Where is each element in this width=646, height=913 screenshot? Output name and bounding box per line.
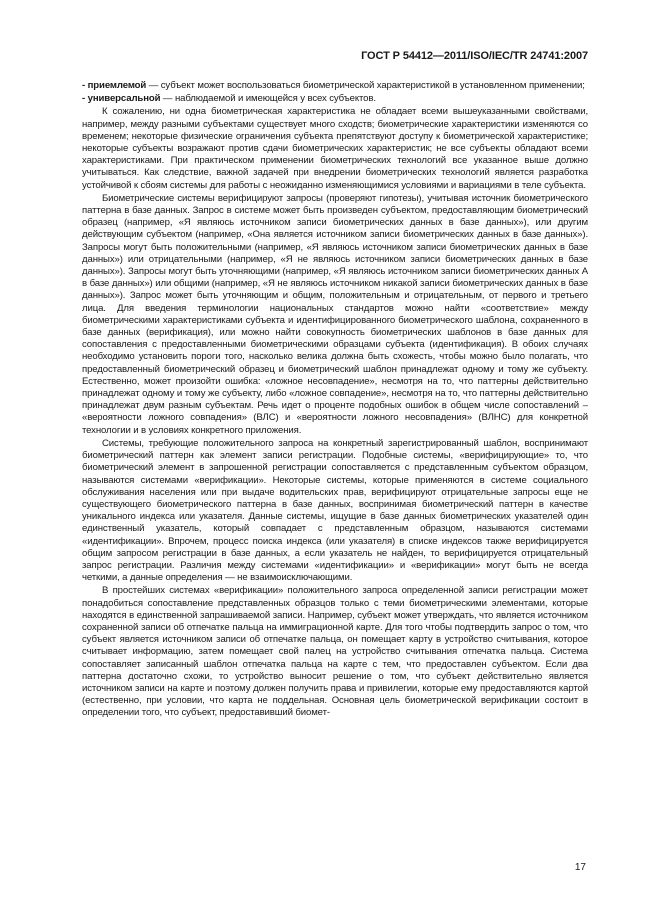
paragraph: Системы, требующие положительного запроса на конкретный зарегистрированный шаблон, воспринимают биометрический паттерн как элемент записи регистрации. Подобные системы, «верифицирующие» то, что биометрический элемент в запрошенной регистрации сопоставляется с представленным субъектом образцом, называются системами «верификации». Некоторые системы, которые применяются в системе социального обслуживания населения или при выдаче водительских прав, верифицируют отрицательные запросы еще не существующего биометрического паттерна в базе данных, воспринимая биометрический паттерн в качестве уникального индекса или указателя. Данные системы, ищущие в базе данных биометрических указателей один единственный указатель, который совпадает с представленным образцом, называются системами «идентификации». Впрочем, процесс поиска индекса (или указателя) в списке индексов также верифицируется общим запросом регистрации в базе данных, а если указатель не найден, то верифицируется отрицательный запрос регистрации. Различия между системами «идентификации» и «верификации» могут быть не всегда четкими, а данные определения — не взаимоисключающими. bbox=[82, 437, 588, 584]
paragraph: К сожалению, ни одна биометрическая характеристика не обладает всеми вышеуказанными свойствами, например, между разными субъектами существует много сходств; биометрические характеристики изменяются со временем; некоторые физические ограничения субъекта препятствуют доступу к биометрической характеристике; некоторые субъекты возражают против сдачи биометрических характеристик; не все субъекты обладают всеми характеристиками. При практическом применении биометрических технологий все указанное выше должно учитываться. Как следствие, важной задачей при внедрении биометрических технологий является разработка устойчивой к сбоям системы для работы с неожиданно изменяющимися условиями и вариациями в теле субъекта. bbox=[82, 106, 588, 191]
standard-header: ГОСТ Р 54412—2011/ISO/IEC/TR 24741:2007 bbox=[361, 50, 588, 62]
definition-term: - универсальной bbox=[82, 93, 161, 105]
paragraph: Биометрические системы верифицируют запросы (проверяют гипотезы), учитывая источник биометрического паттерна в базе данных. Запрос в системе может быть произведен субъектом, предоставляющим биометрический образец (например, «Я являюсь источником записи биометрических данных в базе данных»), или другим действующим субъектом (например, «Она является источником записи биометрических данных в базе данных»). Запросы могут быть положительными (например, «Я являюсь источником записи биометрических данных в базе данных») или отрицательными (например, «Я не являюсь источником записи биометрических данных в базе данных»). Запросы могут быть уточняющими (например, «Я являюсь источником записи биометрических данных A в базе данных») или общими (например, «Я не являюсь источником никакой записи биометрических данных в базе данных»). Запрос может быть уточняющим и общим, положительным и отрицательным, от первого и третьего лица. Для введения терминологии национальных стандартов можно найти «соответствие» между биометрическими характеристиками субъекта и идентифицированного биометрического шаблона, сохраненного в базе данных (верификация), или можно найти совокупность биометрических шаблонов в базе данных для сопоставления с предоставленными биометрическими образцами субъекта (идентификация). В обоих случаях необходимо установить пороги того, насколько велика должна быть схожесть, чтобы можно было полагать, что предоставленный биометрический образец и биометрический шаблон принадлежат одному и тому же субъекту. Естественно, может произойти ошибка: «ложное несовпадение», несмотря на то, что паттерны действительно принадлежат одному и тому же субъекту, либо «ложное совпадение», несмотря на то, что паттерны действительно принадлежат двум разным субъектам. Речь идет о проценте подобных ошибок в общем числе сопоставлений – «вероятности ложного совпадения» (ВЛС) и «вероятности ложного несовпадения» (ВЛНС) для конкретной технологии и в условиях конкретного приложения. bbox=[82, 192, 588, 436]
definition-text: — субъект может воспользоваться биометрической характеристикой в установленном применении; bbox=[146, 80, 585, 91]
definition-term: - приемлемой bbox=[82, 80, 147, 91]
page-number: 17 bbox=[574, 862, 586, 873]
body-text bbox=[82, 80, 588, 720]
definition-universal bbox=[82, 93, 588, 105]
definition-acceptable bbox=[82, 80, 588, 92]
definition-text: — наблюдаемой и имеющейся у всех субъектов. bbox=[160, 93, 376, 105]
paragraph: В простейших системах «верификации» положительного запроса определенной записи регистрации может понадобиться сопоставление представленных образцов только с теми биометрическими элементами, которые находятся в единственной запрашиваемой записи. Например, субъект может утверждать, что является источником сохраненной записи об отпечатке пальца на иммиграционной карте. Для того чтобы подтвердить запрос о том, что субъект является источником записи об отпечатке пальца, он помещает карту в устройство считывания, которое считывает информацию, затем помещает свой палец на устройство считывания отпечатка пальца. Система сопоставляет записанный шаблон отпечатка пальца на карте с тем, что предоставлен субъектом. Если два паттерна достаточно схожи, то устройство выносит решение о том, что субъект действительно является источником записи на карте и поэтому должен получить права и привилегии, которые ему предоставляются картой (естественно, при условии, что карта не поддельная. Основная цель биометрической верификации состоит в определении того, что субъект, предоставивший биомет- bbox=[82, 585, 588, 719]
